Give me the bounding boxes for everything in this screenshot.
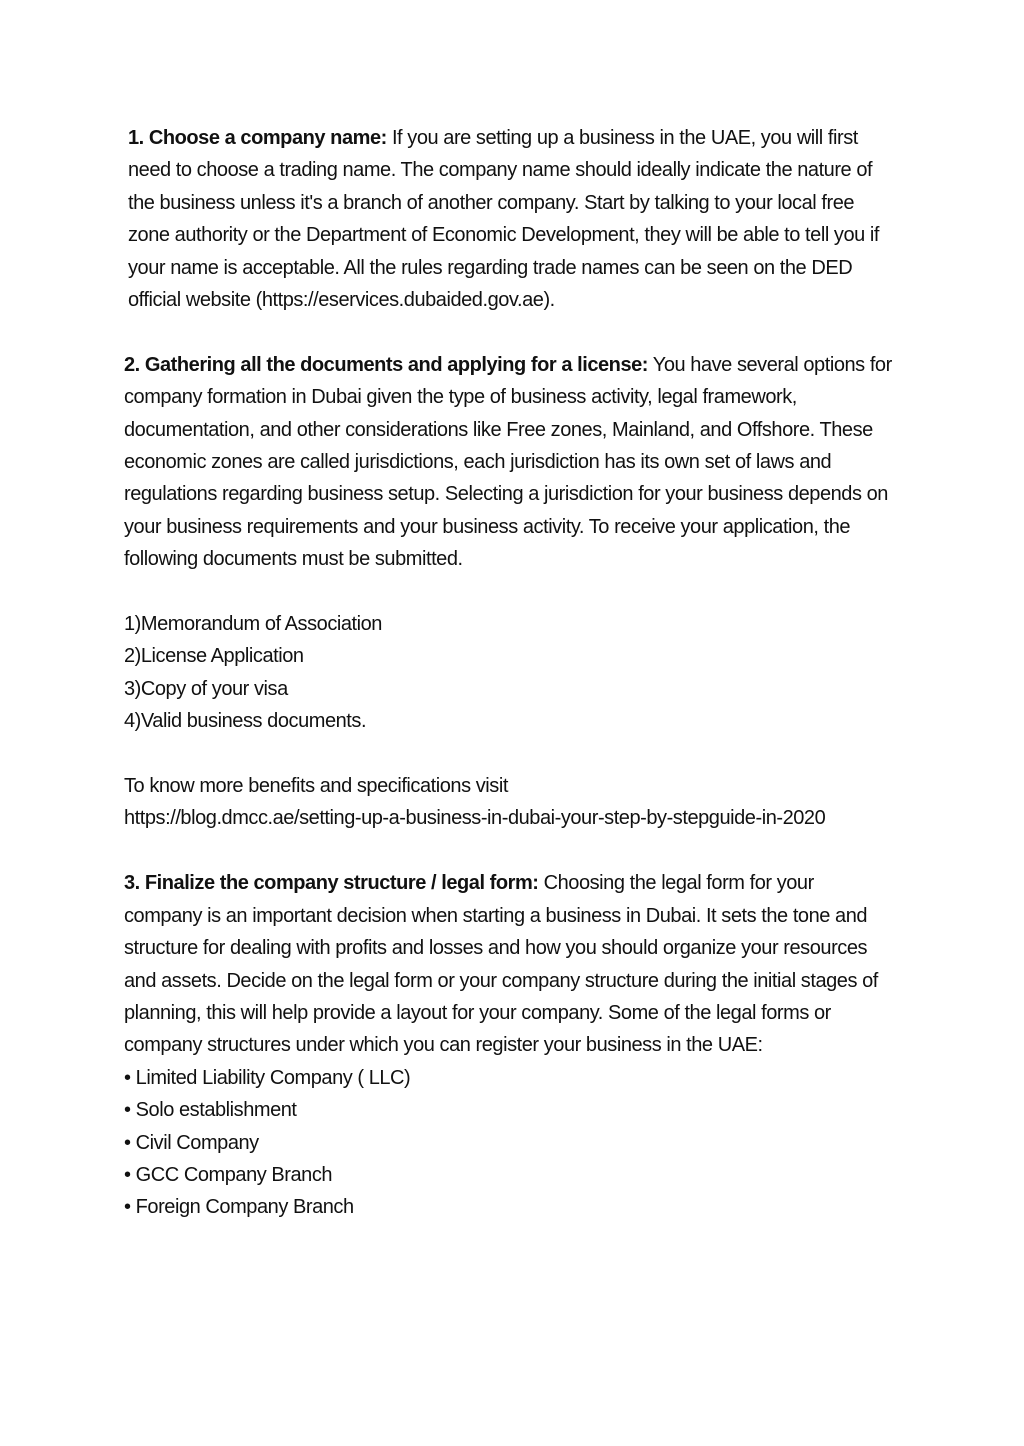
section-body: Choosing the legal form for your company is an important decision when starting a business in Dubai. It sets the tone and structure for dealing with profits and losses and how you should organize your resources and assets. Decide on the legal form or your company structure during the initial stages of planning, this will help provide a layout for your company. Some of the legal forms or company structures under which you can register your business in the UAE: [124,872,878,1057]
paragraph-gap [124,576,896,608]
list-item: 1)Memorandum of Association [124,613,382,636]
more-info-text: To know more benefits and specifications visit [124,775,508,798]
list-item: 3)Copy of your visa [124,677,288,700]
documents-list [124,608,896,738]
paragraph-gap [124,316,896,348]
section-choose-company-name [124,122,896,316]
list-item: • Solo establishment [124,1099,297,1122]
section-legal-form [124,867,896,1061]
list-item: 4)Valid business documents. [124,710,367,733]
list-item: • GCC Company Branch [124,1163,333,1186]
list-item: 2)License Application [124,645,304,668]
list-item: • Civil Company [124,1131,259,1154]
paragraph-gap [124,835,896,867]
section-heading: 1. Choose a company name: [128,127,387,149]
more-info-url: https://blog.dmcc.ae/setting-up-a-business-in-dubai-your-step-by-stepguide-in-2020 [124,807,826,830]
document-page [124,122,896,1224]
paragraph-gap [124,738,896,770]
section-body: If you are setting up a business in the UAE, you will first need to choose a trading name. The company name should ideally indicate the nature of the business unless it's a branch of another company. Start by talking to your local free zone authority or the Department of Economic Development, they will be able to tell you if your name is acceptable. All the rules regarding trade names can be seen on the DED official website (https://eservices.dubaided.gov.ae). [128,127,880,312]
more-info [124,770,896,835]
section-heading: 2. Gathering all the documents and applying for a license: [124,353,649,376]
section-documents-license [124,349,896,576]
list-item: • Foreign Company Branch [124,1196,354,1219]
section-heading: 3. Finalize the company structure / legal form: [124,872,539,895]
section-body: You have several options for company formation in Dubai given the type of business activity, legal framework, documentation, and other considerations like Free zones, Mainland, and Offshore. These economic zones are called jurisdictions, each jurisdiction has its own set of laws and regulations regarding business setup. Selecting a jurisdiction for your business depends on your business requirements and your business activity. To receive your application, the following documents must be submitted. [124,353,892,571]
legal-forms-list [124,1062,896,1224]
list-item: • Limited Liability Company ( LLC) [124,1066,411,1089]
